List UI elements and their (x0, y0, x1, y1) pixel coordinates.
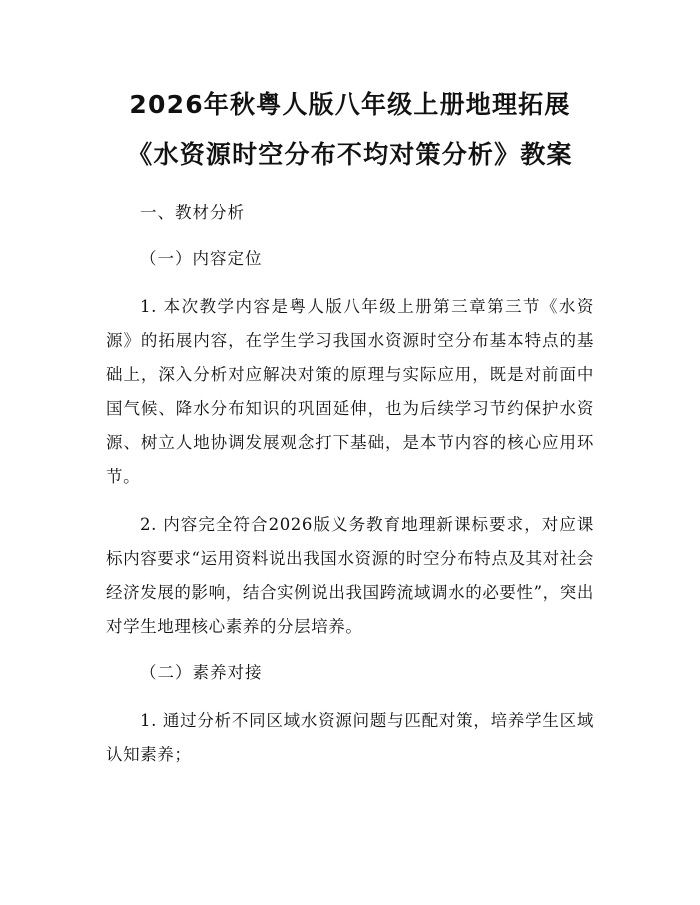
paragraph-content-positioning-1: 1. 本次教学内容是粤人版八年级上册第三章第三节《水资源》的拓展内容，在学生学习我国水资源时空分布基本特点的基础上，深入分析对应解决对策的原理与实际应用，既是对前面中国气候、降水分布知识的巩固延伸，也为后续学习节约保护水资源、树立人地协调发展观念打下基础，是本节内容的核心应用环节。 (106, 297, 594, 486)
document-body (106, 196, 594, 772)
paragraph-content-positioning-2: 2. 内容完全符合2026版义务教育地理新课标要求，对应课标内容要求“运用资料说出我国水资源的时空分布特点及其对社会经济发展的影响，结合实例说出我国跨流域调水的必要性”，突出对学生地理核心素养的分层培养。 (106, 515, 594, 636)
subsection-heading-literacy-connection: （二）素养对接 (140, 663, 263, 682)
subsection-heading-content-positioning: （一）内容定位 (140, 249, 263, 268)
document-title: 2026年秋粤人版八年级上册地理拓展《水资源时空分布不均对策分析》教案 (127, 90, 573, 169)
section-heading-textbook-analysis: 一、教材分析 (140, 203, 245, 222)
paragraph-literacy-connection-1: 1. 通过分析不同区域水资源问题与匹配对策，培养学生区域认知素养； (106, 711, 594, 764)
